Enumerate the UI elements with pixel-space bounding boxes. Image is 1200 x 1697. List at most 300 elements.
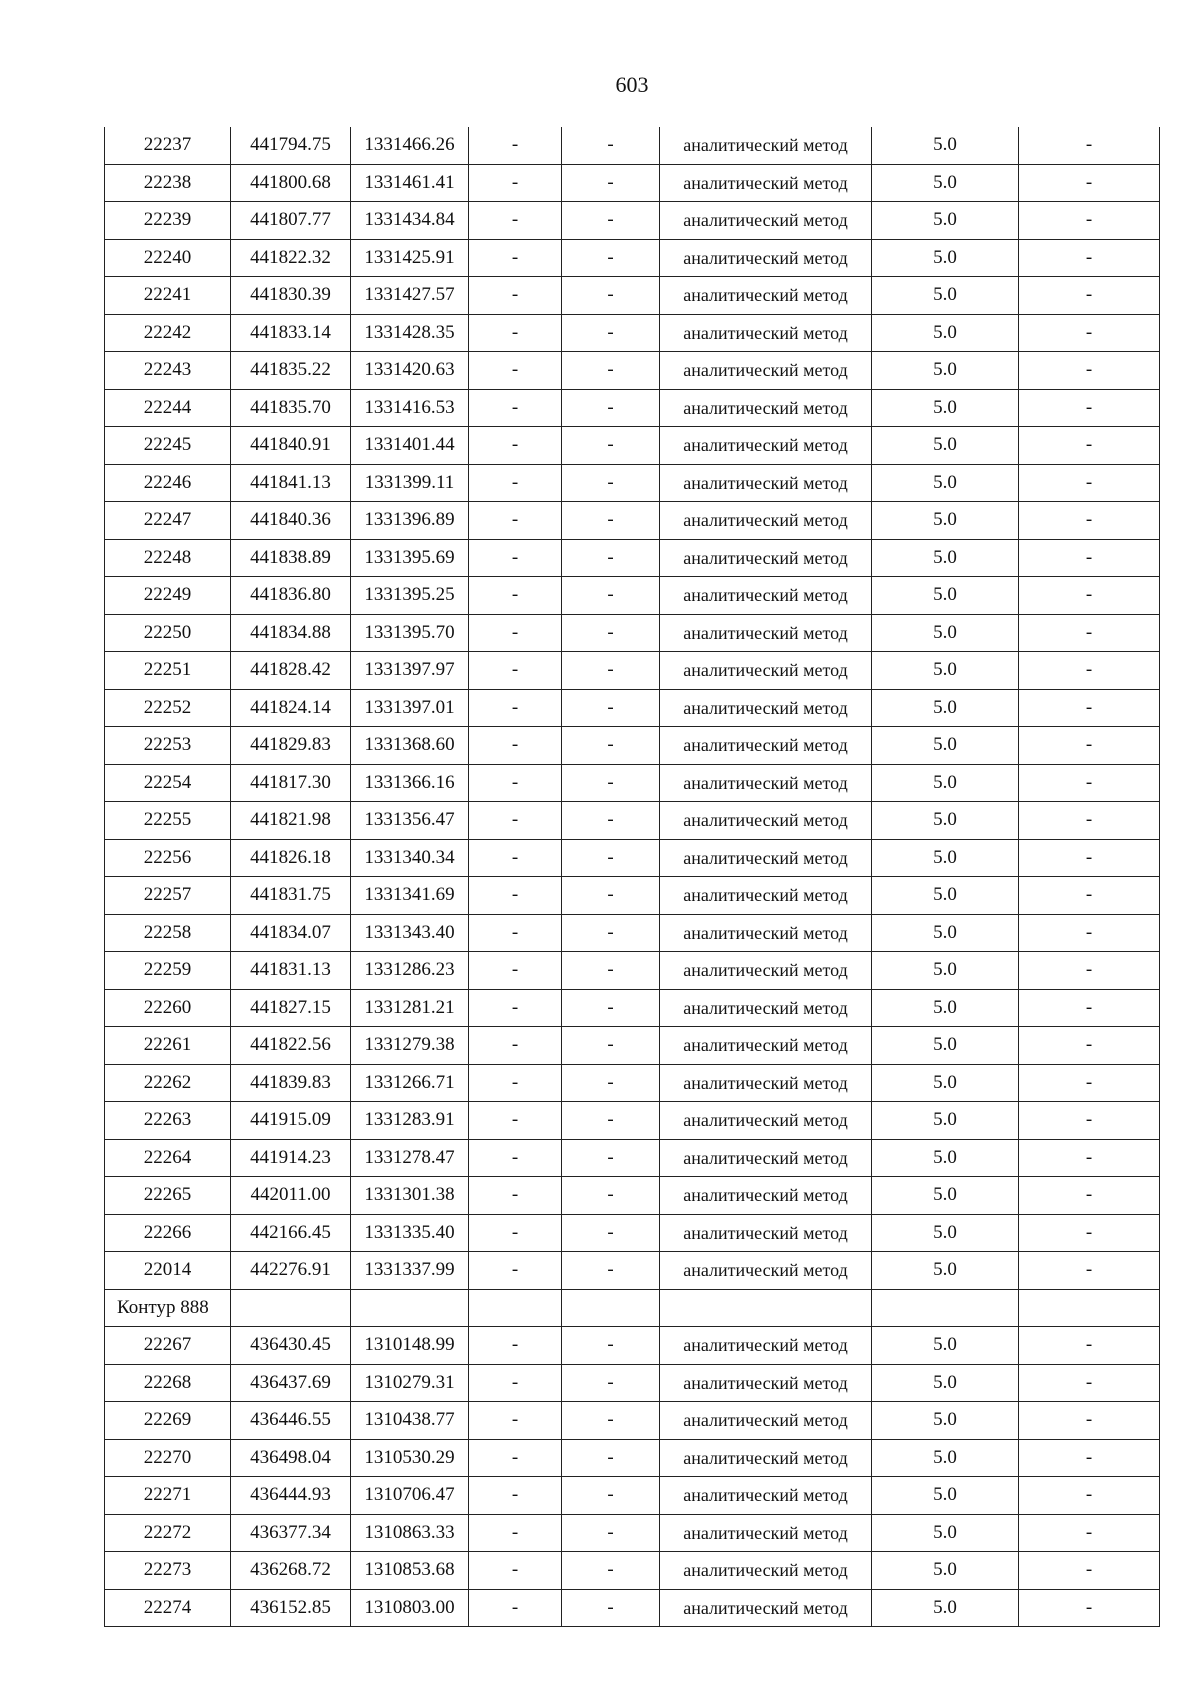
- method-cell: аналитический метод: [660, 502, 872, 540]
- accuracy-cell: 5.0: [872, 127, 1019, 164]
- method-cell: аналитический метод: [660, 1402, 872, 1440]
- x-coordinate-cell: 441836.80: [231, 577, 351, 615]
- empty-value-cell: -: [1019, 652, 1160, 690]
- empty-value-cell: -: [1019, 277, 1160, 315]
- empty-value-cell: -: [1019, 877, 1160, 915]
- empty-value-cell: -: [469, 539, 562, 577]
- empty-value-cell: -: [1019, 764, 1160, 802]
- empty-value-cell: -: [469, 727, 562, 765]
- accuracy-cell: 5.0: [872, 877, 1019, 915]
- point-number-cell: 22245: [105, 427, 231, 465]
- empty-value-cell: -: [469, 989, 562, 1027]
- empty-value-cell: -: [469, 1327, 562, 1365]
- empty-value-cell: -: [562, 764, 660, 802]
- empty-value-cell: -: [562, 1214, 660, 1252]
- x-coordinate-cell: 441794.75: [231, 127, 351, 164]
- x-coordinate-cell: 441821.98: [231, 802, 351, 840]
- accuracy-cell: 5.0: [872, 764, 1019, 802]
- empty-value-cell: -: [562, 389, 660, 427]
- empty-cell: [469, 1289, 562, 1327]
- table-row: [105, 652, 1160, 690]
- x-coordinate-cell: 441826.18: [231, 839, 351, 877]
- empty-value-cell: -: [562, 1102, 660, 1140]
- empty-value-cell: -: [562, 877, 660, 915]
- method-cell: аналитический метод: [660, 1252, 872, 1290]
- page-number: 603: [615, 72, 649, 97]
- table-row: [105, 764, 1160, 802]
- empty-value-cell: -: [469, 614, 562, 652]
- empty-value-cell: -: [1019, 1064, 1160, 1102]
- x-coordinate-cell: 436430.45: [231, 1327, 351, 1365]
- empty-value-cell: -: [1019, 164, 1160, 202]
- x-coordinate-cell: 436498.04: [231, 1439, 351, 1477]
- empty-value-cell: -: [562, 1477, 660, 1515]
- empty-value-cell: -: [1019, 989, 1160, 1027]
- x-coordinate-cell: 441831.75: [231, 877, 351, 915]
- x-coordinate-cell: 441834.88: [231, 614, 351, 652]
- method-cell: аналитический метод: [660, 877, 872, 915]
- table-row: [105, 352, 1160, 390]
- x-coordinate-cell: 441834.07: [231, 914, 351, 952]
- empty-value-cell: -: [469, 464, 562, 502]
- table-row: [105, 839, 1160, 877]
- empty-value-cell: -: [469, 427, 562, 465]
- table-row: [105, 389, 1160, 427]
- empty-value-cell: -: [562, 277, 660, 315]
- accuracy-cell: 5.0: [872, 802, 1019, 840]
- table-row: [105, 239, 1160, 277]
- x-coordinate-cell: 441817.30: [231, 764, 351, 802]
- method-cell: аналитический метод: [660, 1102, 872, 1140]
- y-coordinate-cell: 1331266.71: [351, 1064, 469, 1102]
- empty-value-cell: -: [469, 764, 562, 802]
- x-coordinate-cell: 436437.69: [231, 1364, 351, 1402]
- point-number-cell: 22241: [105, 277, 231, 315]
- method-cell: аналитический метод: [660, 464, 872, 502]
- y-coordinate-cell: 1310530.29: [351, 1439, 469, 1477]
- x-coordinate-cell: 442011.00: [231, 1177, 351, 1215]
- point-number-cell: 22251: [105, 652, 231, 690]
- method-cell: аналитический метод: [660, 127, 872, 164]
- y-coordinate-cell: 1331401.44: [351, 427, 469, 465]
- x-coordinate-cell: 441840.91: [231, 427, 351, 465]
- empty-value-cell: -: [562, 164, 660, 202]
- empty-value-cell: -: [469, 352, 562, 390]
- table-row: [105, 202, 1160, 240]
- accuracy-cell: 5.0: [872, 1252, 1019, 1290]
- contour-label: Контур 888: [105, 1289, 231, 1327]
- accuracy-cell: 5.0: [872, 427, 1019, 465]
- x-coordinate-cell: 441829.83: [231, 727, 351, 765]
- point-number-cell: 22269: [105, 1402, 231, 1440]
- x-coordinate-cell: 441835.22: [231, 352, 351, 390]
- empty-value-cell: -: [562, 539, 660, 577]
- y-coordinate-cell: 1331466.26: [351, 127, 469, 164]
- empty-value-cell: -: [469, 1364, 562, 1402]
- empty-value-cell: -: [469, 1439, 562, 1477]
- table-row: [105, 689, 1160, 727]
- accuracy-cell: 5.0: [872, 577, 1019, 615]
- y-coordinate-cell: 1331416.53: [351, 389, 469, 427]
- x-coordinate-cell: 441807.77: [231, 202, 351, 240]
- point-number-cell: 22250: [105, 614, 231, 652]
- accuracy-cell: 5.0: [872, 164, 1019, 202]
- table-row: [105, 164, 1160, 202]
- method-cell: аналитический метод: [660, 1514, 872, 1552]
- empty-value-cell: -: [562, 464, 660, 502]
- accuracy-cell: 5.0: [872, 1139, 1019, 1177]
- table-row: [105, 1027, 1160, 1065]
- empty-value-cell: -: [469, 1477, 562, 1515]
- empty-value-cell: -: [1019, 1214, 1160, 1252]
- empty-value-cell: -: [1019, 1439, 1160, 1477]
- method-cell: аналитический метод: [660, 577, 872, 615]
- y-coordinate-cell: 1331286.23: [351, 952, 469, 990]
- y-coordinate-cell: 1331461.41: [351, 164, 469, 202]
- empty-value-cell: -: [562, 1552, 660, 1590]
- method-cell: аналитический метод: [660, 727, 872, 765]
- empty-value-cell: -: [562, 1514, 660, 1552]
- method-cell: аналитический метод: [660, 1477, 872, 1515]
- coordinates-table: [104, 127, 1160, 1627]
- x-coordinate-cell: 436377.34: [231, 1514, 351, 1552]
- table-row: [105, 1327, 1160, 1365]
- accuracy-cell: 5.0: [872, 352, 1019, 390]
- point-number-cell: 22238: [105, 164, 231, 202]
- table-row: [105, 802, 1160, 840]
- point-number-cell: 22270: [105, 1439, 231, 1477]
- y-coordinate-cell: 1331340.34: [351, 839, 469, 877]
- empty-value-cell: -: [1019, 202, 1160, 240]
- table-row: [105, 1552, 1160, 1590]
- x-coordinate-cell: 441838.89: [231, 539, 351, 577]
- empty-value-cell: -: [562, 1027, 660, 1065]
- empty-value-cell: -: [562, 1439, 660, 1477]
- accuracy-cell: 5.0: [872, 1177, 1019, 1215]
- point-number-cell: 22262: [105, 1064, 231, 1102]
- empty-value-cell: -: [562, 989, 660, 1027]
- point-number-cell: 22240: [105, 239, 231, 277]
- method-cell: аналитический метод: [660, 239, 872, 277]
- method-cell: аналитический метод: [660, 1214, 872, 1252]
- accuracy-cell: 5.0: [872, 1477, 1019, 1515]
- empty-value-cell: -: [1019, 502, 1160, 540]
- method-cell: аналитический метод: [660, 1589, 872, 1627]
- empty-value-cell: -: [562, 352, 660, 390]
- empty-value-cell: -: [469, 689, 562, 727]
- point-number-cell: 22254: [105, 764, 231, 802]
- point-number-cell: 22244: [105, 389, 231, 427]
- empty-value-cell: -: [562, 1589, 660, 1627]
- table-row: [105, 877, 1160, 915]
- point-number-cell: 22249: [105, 577, 231, 615]
- method-cell: аналитический метод: [660, 652, 872, 690]
- empty-value-cell: -: [1019, 464, 1160, 502]
- y-coordinate-cell: 1331428.35: [351, 314, 469, 352]
- method-cell: аналитический метод: [660, 914, 872, 952]
- y-coordinate-cell: 1331366.16: [351, 764, 469, 802]
- method-cell: аналитический метод: [660, 389, 872, 427]
- empty-value-cell: -: [469, 1177, 562, 1215]
- empty-value-cell: -: [469, 389, 562, 427]
- x-coordinate-cell: 441835.70: [231, 389, 351, 427]
- table-row: [105, 1514, 1160, 1552]
- method-cell: аналитический метод: [660, 427, 872, 465]
- x-coordinate-cell: 441830.39: [231, 277, 351, 315]
- empty-value-cell: -: [469, 1552, 562, 1590]
- empty-value-cell: -: [1019, 427, 1160, 465]
- empty-value-cell: -: [1019, 539, 1160, 577]
- empty-value-cell: -: [1019, 577, 1160, 615]
- empty-value-cell: -: [469, 577, 562, 615]
- empty-value-cell: -: [562, 577, 660, 615]
- empty-value-cell: -: [562, 239, 660, 277]
- accuracy-cell: 5.0: [872, 1214, 1019, 1252]
- y-coordinate-cell: 1331301.38: [351, 1177, 469, 1215]
- y-coordinate-cell: 1310279.31: [351, 1364, 469, 1402]
- empty-value-cell: -: [469, 1102, 562, 1140]
- table-row: [105, 1402, 1160, 1440]
- point-number-cell: 22273: [105, 1552, 231, 1590]
- table-row: [105, 502, 1160, 540]
- point-number-cell: 22239: [105, 202, 231, 240]
- table-row: [105, 727, 1160, 765]
- point-number-cell: 22261: [105, 1027, 231, 1065]
- y-coordinate-cell: 1331343.40: [351, 914, 469, 952]
- method-cell: аналитический метод: [660, 314, 872, 352]
- x-coordinate-cell: 441822.32: [231, 239, 351, 277]
- empty-value-cell: -: [562, 914, 660, 952]
- empty-value-cell: -: [1019, 1589, 1160, 1627]
- accuracy-cell: 5.0: [872, 502, 1019, 540]
- y-coordinate-cell: 1331395.69: [351, 539, 469, 577]
- x-coordinate-cell: 441824.14: [231, 689, 351, 727]
- method-cell: аналитический метод: [660, 202, 872, 240]
- method-cell: аналитический метод: [660, 352, 872, 390]
- empty-value-cell: -: [562, 1252, 660, 1290]
- accuracy-cell: 5.0: [872, 1514, 1019, 1552]
- accuracy-cell: 5.0: [872, 614, 1019, 652]
- x-coordinate-cell: 441831.13: [231, 952, 351, 990]
- table-row: [105, 464, 1160, 502]
- x-coordinate-cell: 441839.83: [231, 1064, 351, 1102]
- empty-value-cell: -: [562, 727, 660, 765]
- point-number-cell: 22258: [105, 914, 231, 952]
- empty-value-cell: -: [562, 652, 660, 690]
- y-coordinate-cell: 1310863.33: [351, 1514, 469, 1552]
- method-cell: аналитический метод: [660, 614, 872, 652]
- x-coordinate-cell: 441841.13: [231, 464, 351, 502]
- x-coordinate-cell: 436268.72: [231, 1552, 351, 1590]
- table-row: [105, 1139, 1160, 1177]
- y-coordinate-cell: 1310438.77: [351, 1402, 469, 1440]
- empty-value-cell: -: [562, 1327, 660, 1365]
- empty-value-cell: -: [1019, 127, 1160, 164]
- method-cell: аналитический метод: [660, 539, 872, 577]
- empty-value-cell: -: [469, 502, 562, 540]
- empty-value-cell: -: [1019, 1139, 1160, 1177]
- accuracy-cell: 5.0: [872, 1327, 1019, 1365]
- empty-value-cell: -: [1019, 1514, 1160, 1552]
- x-coordinate-cell: 441914.23: [231, 1139, 351, 1177]
- point-number-cell: 22242: [105, 314, 231, 352]
- empty-value-cell: -: [469, 277, 562, 315]
- empty-value-cell: -: [469, 1252, 562, 1290]
- accuracy-cell: 5.0: [872, 1102, 1019, 1140]
- accuracy-cell: 5.0: [872, 1364, 1019, 1402]
- method-cell: аналитический метод: [660, 1177, 872, 1215]
- table-row: [105, 952, 1160, 990]
- table-row: [105, 1589, 1160, 1627]
- x-coordinate-cell: 441827.15: [231, 989, 351, 1027]
- method-cell: аналитический метод: [660, 839, 872, 877]
- empty-value-cell: -: [1019, 352, 1160, 390]
- empty-value-cell: -: [1019, 389, 1160, 427]
- empty-cell: [351, 1289, 469, 1327]
- empty-value-cell: -: [562, 1177, 660, 1215]
- point-number-cell: 22268: [105, 1364, 231, 1402]
- x-coordinate-cell: 441840.36: [231, 502, 351, 540]
- point-number-cell: 22252: [105, 689, 231, 727]
- empty-value-cell: -: [562, 314, 660, 352]
- table-row: [105, 1102, 1160, 1140]
- y-coordinate-cell: 1331434.84: [351, 202, 469, 240]
- x-coordinate-cell: 436444.93: [231, 1477, 351, 1515]
- empty-value-cell: -: [562, 839, 660, 877]
- method-cell: аналитический метод: [660, 1139, 872, 1177]
- method-cell: аналитический метод: [660, 689, 872, 727]
- accuracy-cell: 5.0: [872, 1064, 1019, 1102]
- y-coordinate-cell: 1331278.47: [351, 1139, 469, 1177]
- table-row: [105, 1214, 1160, 1252]
- y-coordinate-cell: 1331397.01: [351, 689, 469, 727]
- point-number-cell: 22260: [105, 989, 231, 1027]
- y-coordinate-cell: 1331395.70: [351, 614, 469, 652]
- method-cell: аналитический метод: [660, 1552, 872, 1590]
- y-coordinate-cell: 1331397.97: [351, 652, 469, 690]
- empty-value-cell: -: [562, 952, 660, 990]
- empty-value-cell: -: [1019, 1177, 1160, 1215]
- y-coordinate-cell: 1331420.63: [351, 352, 469, 390]
- empty-value-cell: -: [562, 1139, 660, 1177]
- method-cell: аналитический метод: [660, 1027, 872, 1065]
- method-cell: аналитический метод: [660, 764, 872, 802]
- method-cell: аналитический метод: [660, 277, 872, 315]
- point-number-cell: 22257: [105, 877, 231, 915]
- empty-value-cell: -: [562, 1364, 660, 1402]
- point-number-cell: 22256: [105, 839, 231, 877]
- empty-value-cell: -: [469, 652, 562, 690]
- table-row: [105, 1064, 1160, 1102]
- x-coordinate-cell: 442166.45: [231, 1214, 351, 1252]
- point-number-cell: 22266: [105, 1214, 231, 1252]
- accuracy-cell: 5.0: [872, 1027, 1019, 1065]
- y-coordinate-cell: 1310706.47: [351, 1477, 469, 1515]
- empty-value-cell: -: [1019, 239, 1160, 277]
- accuracy-cell: 5.0: [872, 1589, 1019, 1627]
- empty-value-cell: -: [469, 1139, 562, 1177]
- point-number-cell: 22263: [105, 1102, 231, 1140]
- empty-value-cell: -: [469, 914, 562, 952]
- method-cell: аналитический метод: [660, 1064, 872, 1102]
- empty-value-cell: -: [1019, 952, 1160, 990]
- empty-value-cell: -: [1019, 802, 1160, 840]
- point-number-cell: 22271: [105, 1477, 231, 1515]
- y-coordinate-cell: 1331341.69: [351, 877, 469, 915]
- y-coordinate-cell: 1331425.91: [351, 239, 469, 277]
- empty-value-cell: -: [562, 127, 660, 164]
- y-coordinate-cell: 1331399.11: [351, 464, 469, 502]
- empty-value-cell: -: [469, 839, 562, 877]
- table-row: [105, 1177, 1160, 1215]
- table-row: [105, 989, 1160, 1027]
- empty-value-cell: -: [1019, 614, 1160, 652]
- table-row: [105, 127, 1160, 164]
- empty-value-cell: -: [469, 802, 562, 840]
- empty-value-cell: -: [1019, 1477, 1160, 1515]
- table-row: [105, 539, 1160, 577]
- method-cell: аналитический метод: [660, 802, 872, 840]
- empty-value-cell: -: [1019, 314, 1160, 352]
- y-coordinate-cell: 1331337.99: [351, 1252, 469, 1290]
- x-coordinate-cell: 436152.85: [231, 1589, 351, 1627]
- empty-cell: [660, 1289, 872, 1327]
- method-cell: аналитический метод: [660, 952, 872, 990]
- empty-value-cell: -: [562, 802, 660, 840]
- accuracy-cell: 5.0: [872, 839, 1019, 877]
- empty-value-cell: -: [562, 689, 660, 727]
- table-row: [105, 277, 1160, 315]
- table-row: [105, 314, 1160, 352]
- point-number-cell: 22237: [105, 127, 231, 164]
- x-coordinate-cell: 441822.56: [231, 1027, 351, 1065]
- empty-value-cell: -: [469, 1027, 562, 1065]
- accuracy-cell: 5.0: [872, 1402, 1019, 1440]
- y-coordinate-cell: 1331281.21: [351, 989, 469, 1027]
- point-number-cell: 22274: [105, 1589, 231, 1627]
- point-number-cell: 22264: [105, 1139, 231, 1177]
- accuracy-cell: 5.0: [872, 1439, 1019, 1477]
- empty-value-cell: -: [1019, 1027, 1160, 1065]
- y-coordinate-cell: 1331395.25: [351, 577, 469, 615]
- empty-value-cell: -: [469, 314, 562, 352]
- empty-value-cell: -: [1019, 914, 1160, 952]
- y-coordinate-cell: 1331335.40: [351, 1214, 469, 1252]
- point-number-cell: 22246: [105, 464, 231, 502]
- accuracy-cell: 5.0: [872, 652, 1019, 690]
- empty-value-cell: -: [562, 502, 660, 540]
- table-row: [105, 1439, 1160, 1477]
- y-coordinate-cell: 1310148.99: [351, 1327, 469, 1365]
- empty-cell: [231, 1289, 351, 1327]
- point-number-cell: 22265: [105, 1177, 231, 1215]
- empty-value-cell: -: [1019, 1252, 1160, 1290]
- empty-value-cell: -: [562, 614, 660, 652]
- point-number-cell: 22253: [105, 727, 231, 765]
- empty-value-cell: -: [469, 164, 562, 202]
- empty-cell: [1019, 1289, 1160, 1327]
- empty-value-cell: -: [469, 1589, 562, 1627]
- table-row: [105, 1252, 1160, 1290]
- accuracy-cell: 5.0: [872, 914, 1019, 952]
- table-row: [105, 1364, 1160, 1402]
- accuracy-cell: 5.0: [872, 277, 1019, 315]
- method-cell: аналитический метод: [660, 1327, 872, 1365]
- accuracy-cell: 5.0: [872, 239, 1019, 277]
- accuracy-cell: 5.0: [872, 727, 1019, 765]
- empty-value-cell: -: [469, 1514, 562, 1552]
- empty-value-cell: -: [469, 127, 562, 164]
